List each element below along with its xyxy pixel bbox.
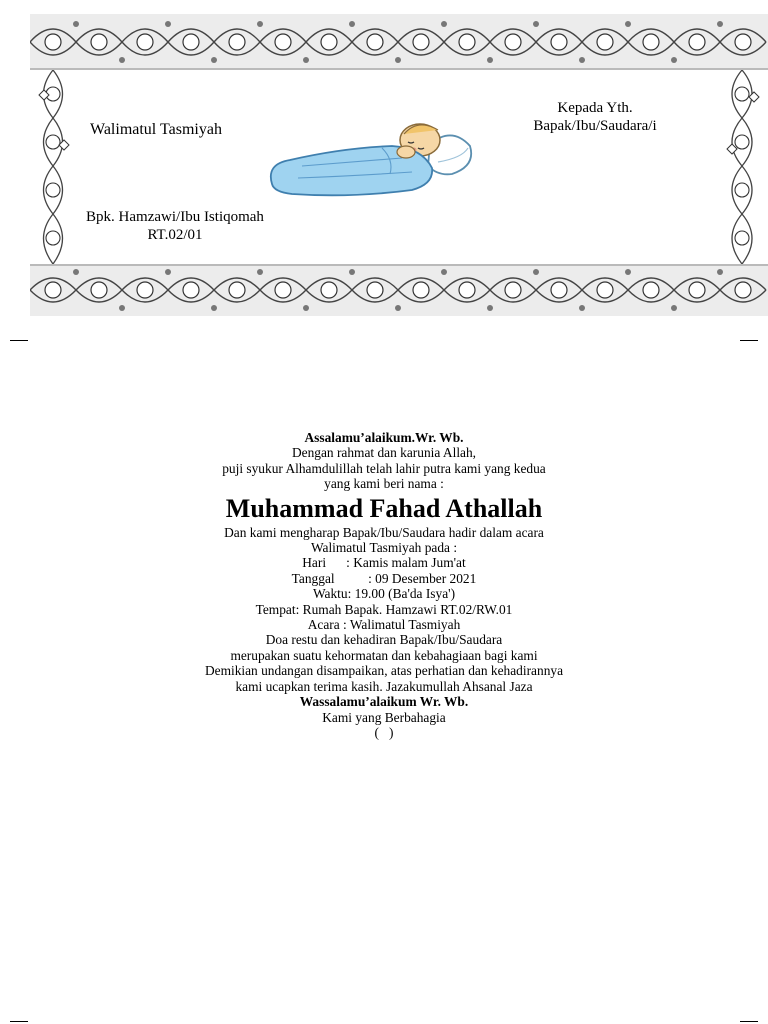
event-program: Acara : Walimatul Tasmiyah bbox=[307, 617, 461, 633]
recipient-salutation: Kepada Yth. bbox=[557, 100, 633, 116]
body-line: Demikian undangan disampaikan, atas perhatian dan kehadirannya bbox=[204, 663, 564, 679]
floral-border-top bbox=[30, 14, 768, 70]
event-time: Waktu: 19.00 (Ba'da Isya') bbox=[312, 586, 456, 602]
body-line: kami ucapkan terima kasih. Jazakumullah Ahsanal Jaza bbox=[235, 678, 533, 694]
cut-mark-top-right bbox=[740, 340, 758, 341]
body-line: yang kami beri nama : bbox=[324, 476, 444, 492]
signoff: Kami yang Berbahagia bbox=[322, 709, 446, 725]
body-line: Dengan rahmat dan karunia Allah, bbox=[291, 445, 477, 461]
sleeping-baby-icon bbox=[262, 118, 477, 203]
body-line: puji syukur Alhamdulillah telah lahir putra kami yang kedua bbox=[222, 460, 546, 476]
cut-mark-bottom-left bbox=[10, 1021, 28, 1022]
invitation-body bbox=[0, 430, 768, 740]
event-place: Tempat: Rumah Bapak. Hamzawi RT.02/RW.01 bbox=[255, 601, 513, 617]
floral-border-right bbox=[716, 70, 768, 264]
closing-greeting: Wassalamu’alaikum Wr. Wb. bbox=[299, 694, 469, 710]
body-line: merupakan suatu kehormatan dan kebahagiaan bagi kami bbox=[230, 647, 538, 663]
floral-border-bottom bbox=[30, 264, 768, 316]
body-line: Walimatul Tasmiyah pada : bbox=[310, 540, 458, 556]
host-names: Bpk. Hamzawi/Ibu Istiqomah bbox=[86, 209, 264, 225]
event-title: Walimatul Tasmiyah bbox=[90, 121, 222, 138]
signature-placeholder: ( ) bbox=[374, 724, 394, 740]
baby-name: Muhammad Fahad Athallah bbox=[225, 493, 543, 523]
greeting: Assalamu’alaikum.Wr. Wb. bbox=[304, 430, 464, 445]
body-line: Dan kami mengharap Bapak/Ibu/Saudara hadir dalam acara bbox=[224, 524, 544, 540]
event-day: Hari : Kamis malam Jum'at bbox=[302, 555, 466, 571]
cut-mark-top-left bbox=[10, 340, 28, 341]
body-line: Doa restu dan kehadiran Bapak/Ibu/Saudara bbox=[265, 632, 503, 648]
event-date: Tanggal : 09 Desember 2021 bbox=[291, 570, 477, 586]
recipient-name-line: Bapak/Ibu/Saudara/i bbox=[533, 118, 657, 134]
host-address: RT.02/01 bbox=[147, 227, 203, 243]
cut-mark-bottom-right bbox=[740, 1021, 758, 1022]
